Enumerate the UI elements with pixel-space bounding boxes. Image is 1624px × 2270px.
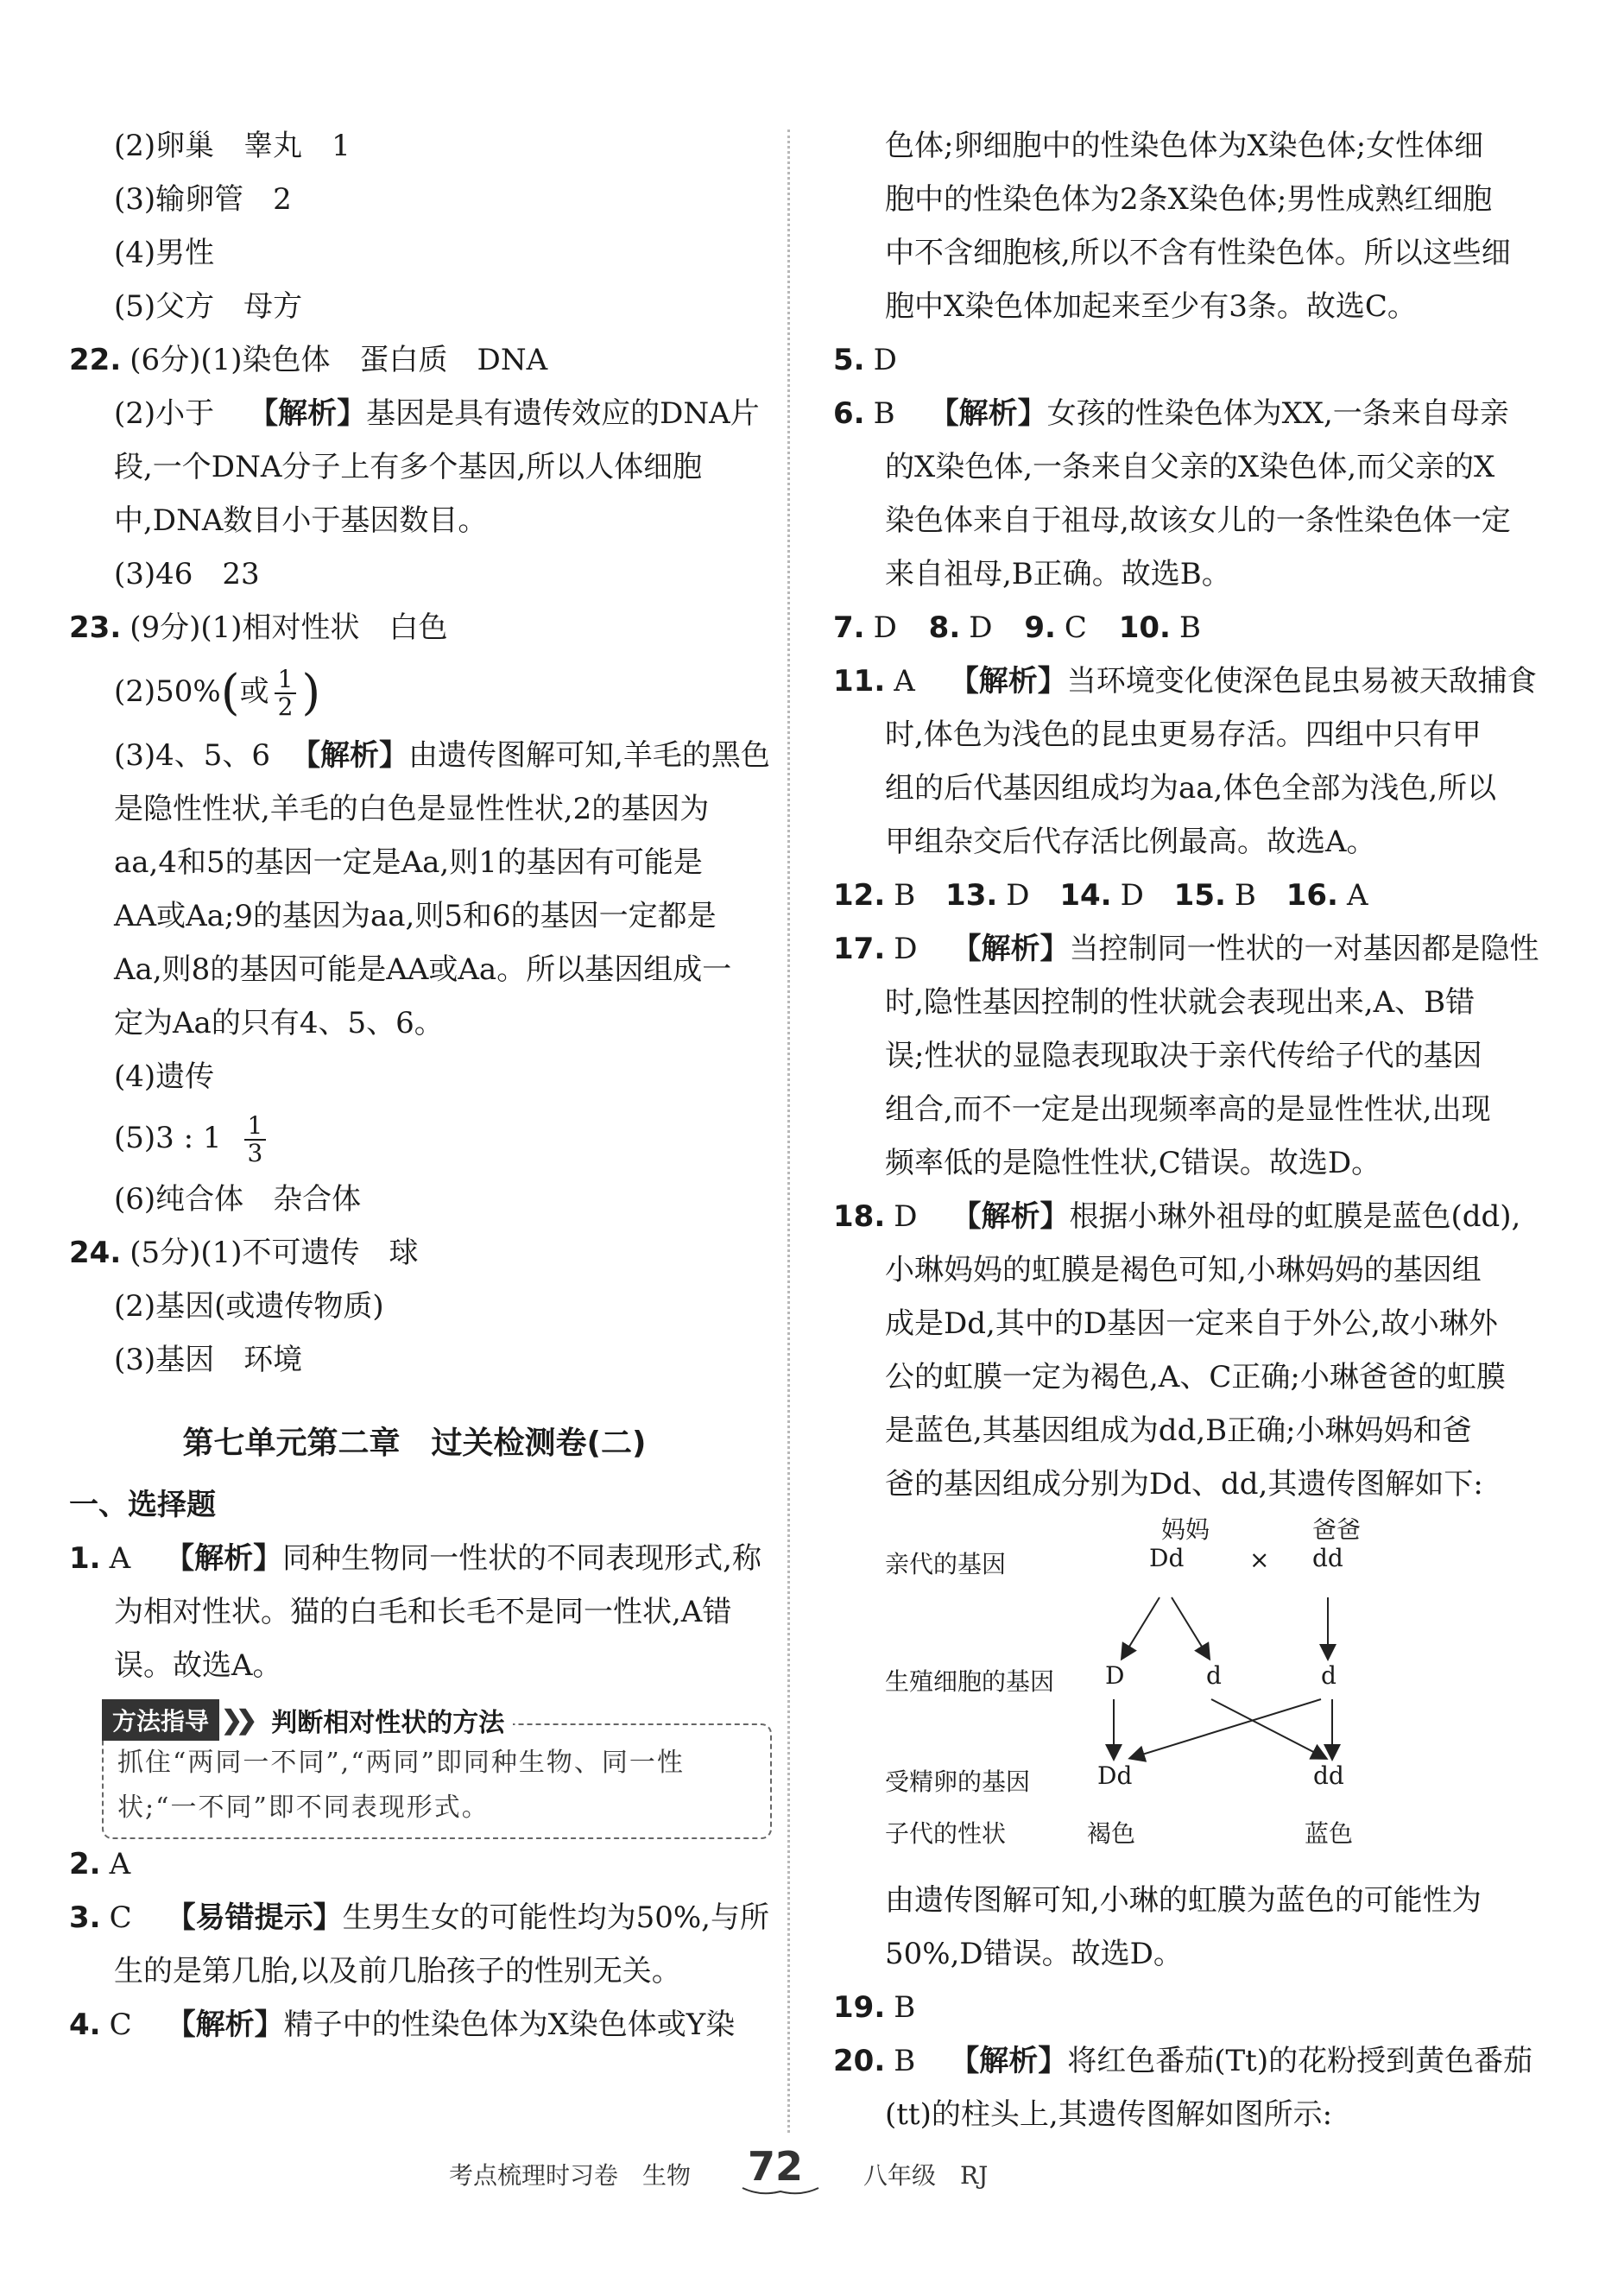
zygote-Dd: Dd — [1097, 1761, 1133, 1790]
q22-explain-line — [69, 387, 760, 440]
method-tip-line: 抓住“两同一不同”,“两同”即同种生物、同一性 — [117, 1748, 685, 1778]
q19-answer: B — [894, 1990, 916, 2025]
q11-line — [833, 654, 1537, 708]
q18-line — [833, 1190, 1521, 1243]
q18-explain-line: 公的虹膜一定为褐色,A、C正确;小琳爸爸的虹膜 — [885, 1360, 1506, 1394]
q3-answer: C — [109, 1900, 132, 1935]
fraction-denominator: 3 — [247, 1139, 263, 1167]
q23-answer-6: (6)纯合体 杂合体 — [114, 1182, 362, 1217]
q18-explain-line: 小琳妈妈的虹膜是褐色可知,小琳妈妈的基因组 — [885, 1253, 1482, 1287]
method-tip-tag: 方法指导 — [102, 1699, 219, 1741]
q23-explain-line: AA或Aa;9的基因为aa,则5和6的基因一定都是 — [114, 899, 717, 933]
q18-answer: D — [894, 1199, 918, 1234]
q20-number: 20. — [833, 2044, 886, 2078]
q11-explain-line: 时,体色为浅色的昆虫更易存活。四组中只有甲 — [885, 718, 1482, 752]
father-label: 爸爸 — [1312, 1515, 1362, 1544]
column-divider — [787, 130, 790, 2133]
q22-explain-text: 基因是具有遗传效应的DNA片 — [366, 396, 760, 431]
q6-explain-line: 的X染色体,一条来自父亲的X染色体,而父亲的X — [885, 450, 1495, 484]
jiexi-label: 【解析】 — [166, 2008, 284, 2042]
q22-answer-3: (3)46 23 — [114, 557, 260, 591]
q23-percent: (2)50% — [114, 674, 221, 709]
q24-answer-1: (5分)(1)不可遗传 球 — [130, 1236, 419, 1270]
q13-answer: D — [1006, 878, 1030, 913]
q18-number: 18. — [833, 1199, 886, 1234]
q6-line — [833, 387, 1507, 440]
q16-answer: A — [1346, 878, 1368, 913]
q5-answer: D — [873, 343, 897, 377]
q3-number: 3. — [69, 1900, 101, 1935]
q23-answer-5 — [69, 1103, 760, 1173]
q17-number: 17. — [833, 932, 886, 966]
q22-line — [69, 333, 760, 387]
q22-explain-line: 中,DNA数目小于基因数目。 — [114, 503, 488, 538]
q1-explain-text: 同种生物同一性状的不同表现形式,称 — [282, 1541, 761, 1576]
q9-number: 9. — [1024, 610, 1056, 645]
q23-or: 或 — [239, 674, 269, 709]
q15-answer: B — [1234, 878, 1256, 913]
jiexi-label: 【解析】 — [165, 1541, 283, 1576]
q15-number: 15. — [1173, 878, 1226, 913]
jiexi-label: 【解析】 — [951, 932, 1070, 966]
method-tip-title: 判断相对性状的方法 — [271, 1708, 505, 1738]
gamete-d: d — [1206, 1661, 1222, 1690]
q4-explain-text: 精子中的性染色体为X染色体或Y染 — [283, 2008, 736, 2042]
jiexi-label: 【解析】 — [249, 396, 367, 431]
fraction-denominator: 2 — [277, 692, 294, 721]
fraction — [275, 667, 297, 720]
jiexi-label: 【解析】 — [950, 2044, 1068, 2078]
q12-number: 12. — [833, 878, 886, 913]
q6-explain-text: 女孩的性染色体为XX,一条来自母亲 — [1046, 396, 1509, 431]
left-column — [69, 119, 770, 2052]
trait-brown: 褐色 — [1087, 1819, 1136, 1848]
q18-explain-line: 由遗传图解可知,小琳的虹膜为蓝色的可能性为 — [885, 1883, 1482, 1918]
paren-left: ( — [220, 665, 240, 721]
q9-answer: C — [1064, 610, 1087, 645]
arrow — [1172, 1597, 1209, 1658]
q11-answer: A — [894, 664, 915, 699]
q6-explain-line: 染色体来自于祖母,故该女儿的一条性染色体一定 — [885, 503, 1511, 538]
q7-number: 7. — [833, 610, 865, 645]
q21-answer-4: (4)男性 — [114, 236, 215, 270]
q20-line — [833, 2034, 1533, 2088]
method-tip-box — [102, 1699, 775, 1829]
q22-explain-line: 段,一个DNA分子上有多个基因,所以人体细胞 — [114, 450, 703, 484]
arrow — [1131, 1699, 1321, 1758]
q22-answer-1: (6分)(1)染色体 蛋白质 DNA — [130, 343, 548, 377]
q5-line — [833, 333, 1507, 387]
q23-explain-line: Aa,则8的基因可能是AA或Aa。所以基因组成一 — [114, 952, 732, 987]
q3-explain-text: 生男生女的可能性均为50%,与所 — [342, 1900, 769, 1935]
q11-number: 11. — [833, 664, 886, 699]
q24-number: 24. — [69, 1236, 122, 1270]
row-label-parent: 亲代的基因 — [885, 1550, 1007, 1578]
q8-answer: D — [969, 610, 993, 645]
q23-explain-text: 由遗传图解可知,羊毛的黑色 — [408, 738, 770, 773]
q4-explain-line: 色体;卵细胞中的性染色体为X染色体;女性体细 — [885, 129, 1484, 163]
q2-answer: A — [109, 1847, 131, 1881]
q23-explain-line: aa,4和5的基因一定是Aa,则1的基因有可能是 — [114, 845, 703, 880]
page-number: 72 — [748, 2143, 804, 2190]
q4-number: 4. — [69, 2008, 101, 2042]
q11-explain-line: 组的后代基因组成均为aa,体色全部为浅色,所以 — [885, 771, 1497, 806]
q21-answer-2: (2)卵巢 睾丸 1 — [114, 129, 351, 163]
jiexi-label: 【解析】 — [291, 738, 409, 773]
q23-line — [69, 601, 760, 654]
q14-number: 14. — [1059, 878, 1112, 913]
q17-explain-text: 当控制同一性状的一对基因都是隐性 — [1069, 932, 1539, 966]
q18-explain-line: 50%,D错误。故选D。 — [885, 1937, 1183, 1971]
q3-explain-line: 生的是第几胎,以及前几胎孩子的性别无关。 — [114, 1954, 681, 1989]
q10-number: 10. — [1118, 610, 1171, 645]
q2-number: 2. — [69, 1847, 101, 1881]
q4-line — [69, 1998, 760, 2052]
q11-explain-line: 甲组杂交后代存活比例最高。故选A。 — [885, 825, 1376, 859]
q23-number: 23. — [69, 610, 122, 645]
q20-explain-line: (tt)的柱头上,其遗传图解如图所示: — [885, 2097, 1333, 2132]
section-title: 第七单元第二章 过关检测卷(二) — [182, 1426, 647, 1461]
q17-answer: D — [894, 932, 918, 966]
q23-explain-line: 是隐性性状,羊毛的白色是显性性状,2的基因为 — [114, 792, 710, 826]
cross-symbol: × — [1249, 1546, 1270, 1574]
q4-answer: C — [109, 2008, 132, 2042]
mother-label: 妈妈 — [1161, 1515, 1210, 1544]
sub-title: 一、选择题 — [69, 1488, 216, 1522]
error-tip-label: 【易错提示】 — [166, 1900, 343, 1935]
q17-line — [833, 922, 1539, 976]
mother-genotype: Dd — [1149, 1544, 1185, 1572]
q17-explain-line: 组合,而不一定是出现频率高的是显性性状,出现 — [885, 1092, 1491, 1127]
q18-explain-line: 是蓝色,其基因组成为dd,B正确;小琳妈妈和爸 — [885, 1413, 1472, 1448]
q6-number: 6. — [833, 396, 865, 431]
q18-explain-line: 爸的基因组成分别为Dd、dd,其遗传图解如下: — [885, 1467, 1483, 1502]
fraction-numerator: 1 — [275, 667, 297, 694]
zygote-dd: dd — [1313, 1761, 1344, 1790]
father-genotype: dd — [1312, 1544, 1343, 1572]
inheritance-diagram — [833, 1511, 1507, 1874]
q4-explain-line: 胞中的性染色体为2条X染色体;男性成熟红细胞 — [885, 182, 1493, 217]
q24-line — [69, 1226, 760, 1280]
q23-ratio: (5)3 : 1 — [114, 1121, 222, 1155]
q3-line — [69, 1891, 769, 1944]
fraction — [244, 1113, 267, 1167]
q1-explain-line: 误。故选A。 — [114, 1648, 282, 1683]
method-tip-body — [102, 1723, 772, 1839]
q23-answer-3: (3)4、5、6 — [114, 738, 271, 773]
trait-blue: 蓝色 — [1305, 1819, 1354, 1848]
q8-number: 8. — [928, 610, 961, 645]
q21-answer-3: (3)输卵管 2 — [114, 182, 292, 217]
q17-explain-line: 误;性状的显隐表现取决于亲代传给子代的基因 — [885, 1039, 1482, 1073]
q5-number: 5. — [833, 343, 865, 377]
method-tip-line: 状;“一不同”即不同表现形式。 — [117, 1793, 490, 1823]
q18-explain-text: 根据小琳外祖母的虹膜是蓝色(dd), — [1069, 1199, 1521, 1234]
q20-answer: B — [894, 2044, 916, 2078]
book-icon — [741, 2186, 820, 2198]
footer-grade: 八年级 RJ — [863, 2161, 989, 2190]
q20-explain-text: 将红色番茄(Tt)的花粉授到黄色番茄 — [1067, 2044, 1533, 2078]
q23-answer-1: (9分)(1)相对性状 白色 — [130, 610, 448, 645]
q2-line — [69, 1837, 760, 1891]
page-footer — [0, 2143, 1624, 2200]
row-label-zygote: 受精卵的基因 — [885, 1767, 1031, 1796]
double-chevron-icon: ❯❯ — [221, 1704, 251, 1736]
paren-right: ) — [301, 665, 321, 721]
q17-explain-line: 频率低的是隐性性状,C错误。故选D。 — [885, 1146, 1381, 1180]
row-label-gamete: 生殖细胞的基因 — [885, 1667, 1055, 1696]
q1-number: 1. — [69, 1541, 101, 1576]
q23-explain-line — [69, 729, 770, 782]
q7-answer: D — [873, 610, 897, 645]
row-label-trait: 子代的性状 — [885, 1819, 1007, 1848]
q24-answer-2: (2)基因(或遗传物质) — [114, 1289, 384, 1324]
q23-explain-line: 定为Aa的只有4、5、6。 — [114, 1006, 444, 1040]
jiexi-label: 【解析】 — [949, 664, 1067, 699]
gamete-d: d — [1321, 1661, 1336, 1690]
q24-answer-3: (3)基因 环境 — [114, 1343, 303, 1377]
method-tip-header — [102, 1699, 513, 1741]
footer-book-title: 考点梳理时习卷 生物 — [449, 2161, 692, 2190]
answers-row-12-16 — [833, 869, 1507, 922]
q1-answer: A — [109, 1541, 131, 1576]
q18-explain-line: 成是Dd,其中的D基因一定来自于外公,故小琳外 — [885, 1306, 1498, 1341]
q23-answer-4: (4)遗传 — [114, 1059, 215, 1094]
q12-answer: B — [894, 878, 916, 913]
jiexi-label: 【解析】 — [929, 396, 1047, 431]
q6-answer: B — [873, 396, 895, 431]
q23-answer-2 — [69, 654, 760, 729]
fraction-numerator: 1 — [244, 1113, 267, 1141]
q16-number: 16. — [1286, 878, 1338, 913]
q22-answer-2: (2)小于 — [114, 396, 215, 431]
q14-answer: D — [1120, 878, 1144, 913]
q4-explain-line: 中不含细胞核,所以不含有性染色体。所以这些细 — [885, 236, 1511, 270]
arrow — [1122, 1597, 1160, 1658]
q6-explain-line: 来自祖母,B正确。故选B。 — [885, 557, 1231, 591]
q11-explain-text: 当环境变化使深色昆虫易被天敌捕食 — [1066, 664, 1537, 699]
q21-answer-5: (5)父方 母方 — [114, 289, 303, 324]
q1-line — [69, 1532, 760, 1585]
q19-line — [833, 1981, 1507, 2034]
q19-number: 19. — [833, 1990, 886, 2025]
q10-answer: B — [1179, 610, 1201, 645]
q13-number: 13. — [945, 878, 998, 913]
q1-explain-line: 为相对性状。猫的白毛和长毛不是同一性状,A错 — [114, 1595, 732, 1629]
q17-explain-line: 时,隐性基因控制的性状就会表现出来,A、B错 — [885, 985, 1476, 1020]
answers-row-7-10 — [833, 601, 1507, 654]
q22-number: 22. — [69, 343, 122, 377]
right-column — [833, 119, 1539, 2141]
jiexi-label: 【解析】 — [951, 1199, 1070, 1234]
gamete-D: D — [1105, 1661, 1125, 1690]
q4-explain-line: 胞中X染色体加起来至少有3条。故选C。 — [885, 289, 1417, 324]
